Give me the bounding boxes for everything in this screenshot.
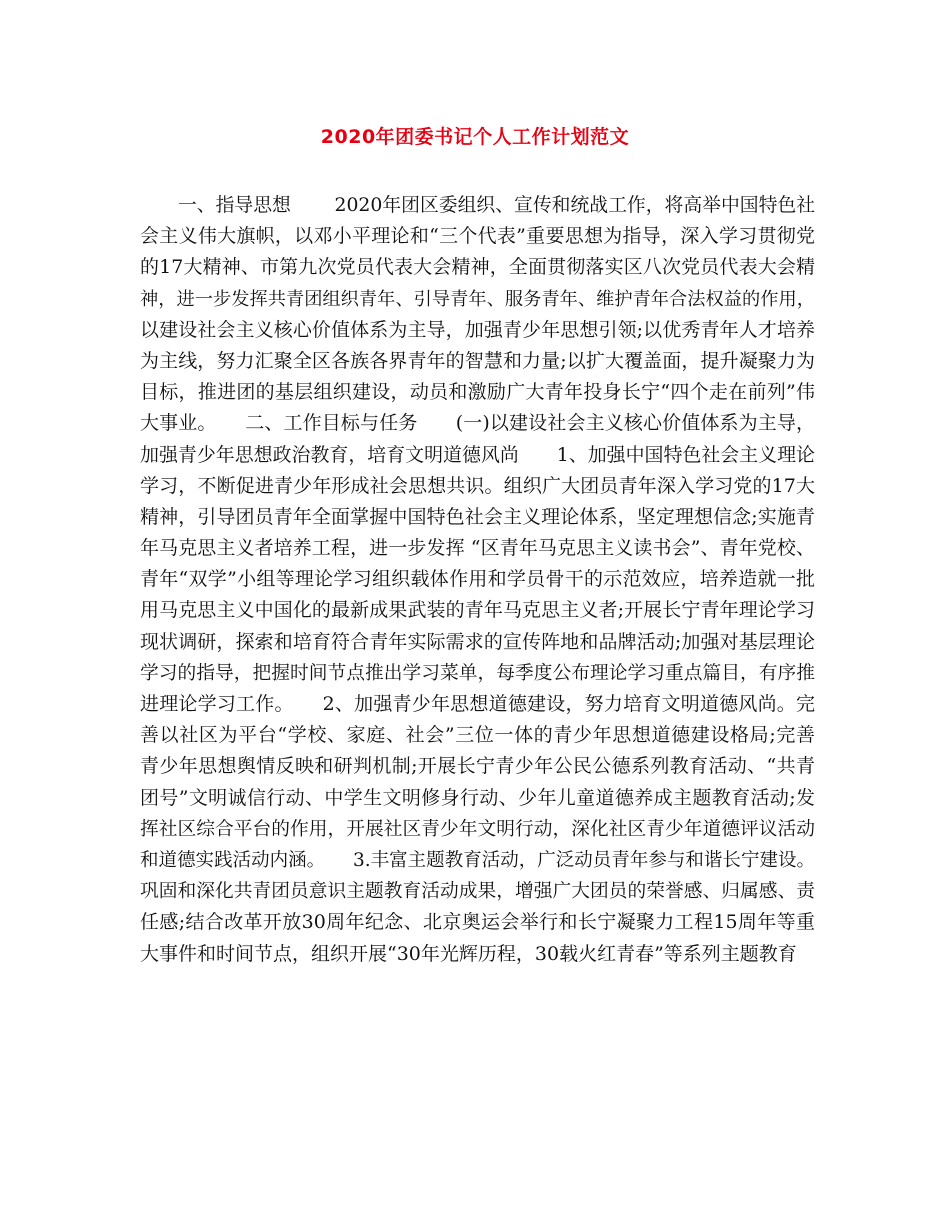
body-line: 会主义伟大旗帜，以邓小平理论和“三个代表”重要思想为指导，深入学习贯彻党 xyxy=(140,225,815,248)
body-line: 一、指导思想 2020年团区委组织、宣传和统战工作，将高举中国特色社 xyxy=(178,195,815,216)
body-line: 以建设社会主义核心价值体系为主导，加强青少年思想引领;以优秀青年人才培养 xyxy=(140,318,815,341)
document-title: 2020年团委书记个人工作计划范文 xyxy=(320,126,630,148)
body-line: 现状调研，探索和培育符合青年实际需求的宣传阵地和品牌活动;加强对基层理论 xyxy=(140,630,815,653)
body-line: 神，进一步发挥共青团组织青年、引导青年、服务青年、维护青年合法权益的作用， xyxy=(140,288,815,310)
body-line: 大事件和时间节点，组织开展“30年光辉历程，30载火红青春”等系列主题教育 xyxy=(140,942,797,965)
body-line: 青年“双学”小组等理论学习组织载体作用和学员骨干的示范效应，培养造就一批 xyxy=(140,568,815,591)
body-line: 和道德实践活动内涵。 3.丰富主题教育活动，广泛动员青年参与和谐长宁建设。 xyxy=(140,849,815,871)
body-line: 挥社区综合平台的作用，开展社区青少年文明行动，深化社区青少年道德评议活动 xyxy=(140,818,815,840)
body-line: 青少年思想舆情反映和研判机制;开展长宁青少年公民公德系列教育活动、“共青 xyxy=(140,755,815,778)
body-line: 善以社区为平台“学校、家庭、社会”三位一体的青少年思想道德建设格局;完善 xyxy=(140,724,815,747)
body-line: 学习，不断促进青少年形成社会思想共识。组织广大团员青年深入学习党的17大 xyxy=(140,474,815,497)
body-line: 目标，推进团的基层组织建设，动员和激励广大青年投身长宁“四个走在前列”伟 xyxy=(140,381,815,404)
body-line: 用马克思主义中国化的最新成果武装的青年马克思主义者;开展长宁青年理论学习 xyxy=(140,599,815,622)
body-line: 加强青少年思想政治教育，培育文明道德风尚 1、加强中国特色社会主义理论 xyxy=(140,443,815,466)
body-line: 的17大精神、市第九次党员代表大会精神，全面贯彻落实区八次党员代表大会精 xyxy=(140,256,815,279)
body-line: 精神，引导团员青年全面掌握中国特色社会主义理论体系，坚定理想信念;实施青 xyxy=(140,505,815,528)
body-line: 年马克思主义者培养工程，进一步发挥 “区青年马克思主义读书会”、青年党校、 xyxy=(140,537,815,560)
body-line: 团号”文明诚信行动、中学生文明修身行动、少年儿童道德养成主题教育活动;发 xyxy=(140,786,815,809)
body-line: 为主线，努力汇聚全区各族各界青年的智慧和力量;以扩大覆盖面，提升凝聚力为 xyxy=(140,349,815,372)
body-line: 巩固和深化共青团员意识主题教育活动成果，增强广大团员的荣誉感、归属感、责 xyxy=(140,881,815,903)
document-body xyxy=(140,190,815,970)
body-line: 大事业。 二、工作目标与任务 (一)以建设社会主义核心价值体系为主导， xyxy=(140,412,815,435)
body-line: 学习的指导，把握时间节点推出学习菜单，每季度公布理论学习重点篇目，有序推 xyxy=(140,662,815,684)
body-line: 任感;结合改革开放30周年纪念、北京奥运会举行和长宁凝聚力工程15周年等重 xyxy=(140,911,815,934)
body-line: 进理论学习工作。 2、加强青少年思想道德建设，努力培育文明道德风尚。完 xyxy=(140,693,815,715)
